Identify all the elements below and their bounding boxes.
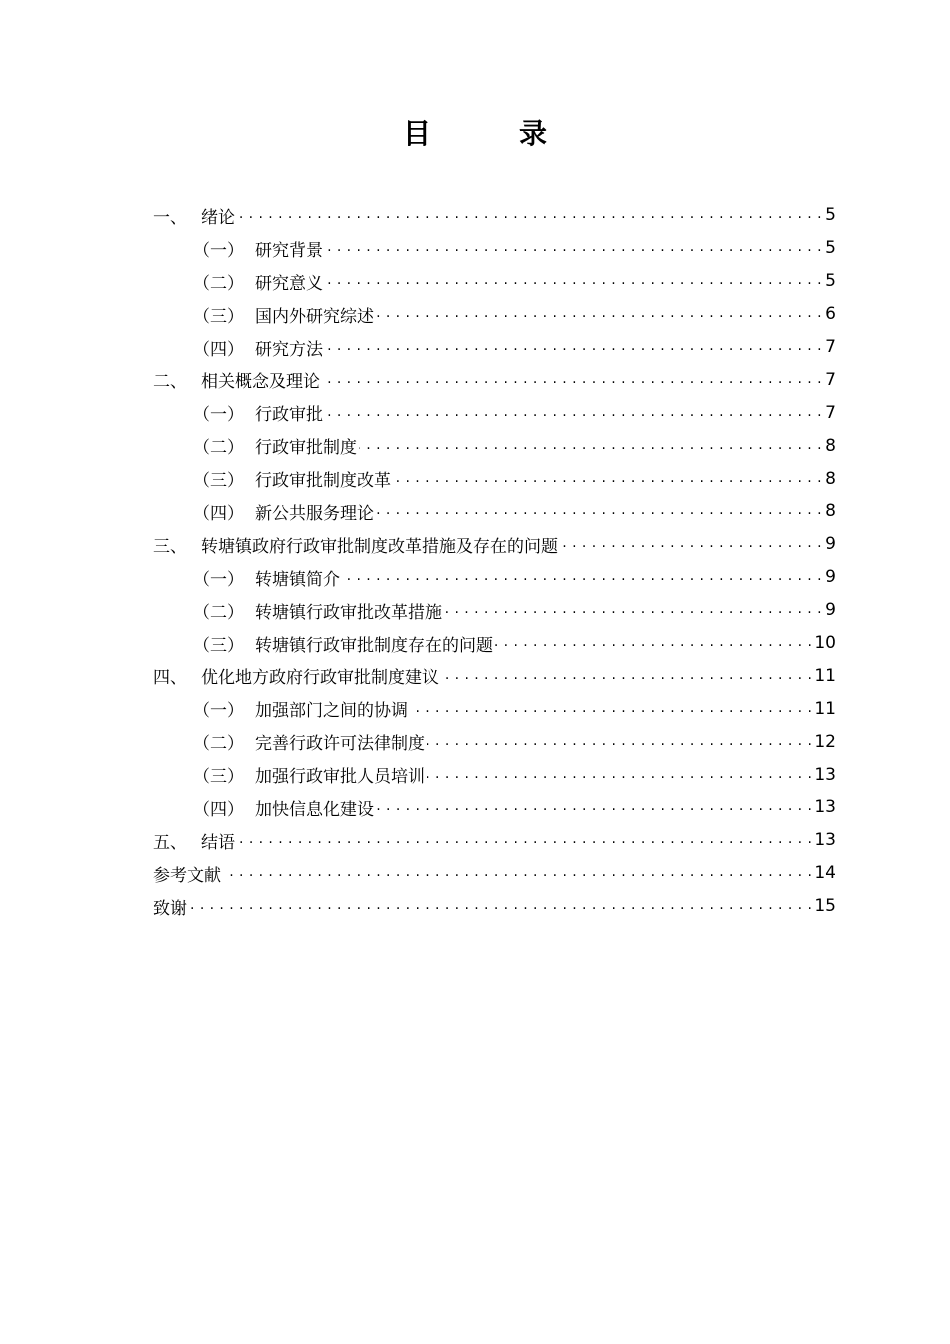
dot-leader	[359, 437, 822, 457]
toc-entry-number: 四、	[153, 668, 187, 689]
page-title: 目 录	[402, 117, 577, 150]
toc-entry-number: （三）	[193, 767, 244, 788]
toc-entry-number: （三）	[193, 306, 244, 327]
toc-entry[interactable]	[153, 298, 836, 331]
dot-leader	[223, 864, 812, 884]
toc-entry-title: 新公共服务理论	[255, 503, 374, 524]
toc-entry-title: 转塘镇简介	[255, 569, 340, 590]
dot-leader	[322, 371, 822, 391]
toc-entry-page-number: 8	[825, 468, 836, 489]
dot-leader	[376, 305, 822, 325]
toc-entry-title: 参考文献	[153, 865, 221, 886]
toc-entry-number: 五、	[153, 832, 187, 853]
dot-leader	[325, 239, 822, 259]
dot-leader	[376, 502, 822, 522]
toc-entry[interactable]	[153, 363, 836, 396]
toc-entry-page-number: 9	[825, 600, 836, 621]
dot-leader	[189, 897, 812, 917]
toc-entry-number: （四）	[193, 799, 244, 820]
toc-entry-page-number: 13	[814, 764, 836, 785]
toc-entry-title: 完善行政许可法律制度	[255, 734, 425, 755]
dot-leader	[325, 272, 822, 292]
toc-entry-page-number: 7	[825, 337, 836, 357]
toc-entry-title: 绪论	[201, 207, 235, 228]
toc-entry[interactable]	[153, 857, 836, 890]
toc-entry-number: （一）	[193, 405, 244, 426]
toc-entry-number: 一、	[153, 207, 187, 228]
table-of-contents	[153, 199, 836, 923]
toc-entry[interactable]	[153, 561, 836, 594]
toc-entry-number: （三）	[193, 471, 244, 492]
toc-entry-title: 加快信息化建设	[255, 799, 374, 820]
toc-entry-number: （二）	[193, 438, 244, 459]
toc-entry-title: 转塘镇行政审批制度存在的问题	[255, 635, 493, 656]
toc-entry-page-number: 5	[825, 238, 836, 259]
toc-entry-page-number: 7	[825, 369, 836, 390]
dot-leader	[427, 766, 812, 786]
toc-entry-title: 结语	[201, 832, 235, 853]
toc-entry[interactable]	[153, 528, 836, 561]
toc-entry-page-number: 9	[825, 534, 836, 555]
toc-entry-number: 二、	[153, 372, 187, 393]
toc-entry-title: 加强部门之间的协调	[255, 701, 408, 722]
toc-entry[interactable]	[153, 396, 836, 429]
toc-entry[interactable]	[153, 232, 836, 265]
dot-leader	[342, 568, 822, 588]
toc-entry-title: 研究背景	[255, 240, 323, 261]
toc-entry-title: 行政审批制度改革	[255, 471, 391, 492]
dot-leader	[237, 831, 812, 851]
toc-entry[interactable]	[153, 429, 836, 462]
dot-leader	[376, 798, 812, 818]
toc-entry[interactable]	[153, 594, 836, 627]
dot-leader	[560, 535, 822, 555]
toc-entry-title: 转塘镇行政审批改革措施	[255, 602, 442, 623]
toc-entry-title: 转塘镇政府行政审批制度改革措施及存在的问题	[201, 536, 558, 557]
toc-entry-page-number: 10	[814, 633, 836, 654]
toc-entry-number: 三、	[153, 536, 187, 557]
toc-entry-number: （一）	[193, 701, 244, 722]
toc-entry-number: （四）	[193, 503, 244, 524]
toc-entry-page-number: 13	[814, 830, 836, 851]
toc-entry[interactable]	[153, 627, 836, 660]
toc-entry-number: （二）	[193, 602, 244, 623]
dot-leader	[495, 634, 812, 654]
toc-entry-number: （四）	[193, 339, 244, 360]
toc-entry-page-number: 14	[814, 863, 836, 884]
dot-leader	[393, 470, 822, 490]
toc-entry-page-number: 11	[814, 665, 836, 686]
dot-leader	[237, 206, 822, 226]
toc-entry-title: 行政审批制度	[255, 438, 357, 459]
toc-entry-title: 行政审批	[255, 405, 323, 426]
toc-entry-number: （二）	[193, 734, 244, 755]
toc-entry-page-number: 12	[814, 731, 836, 752]
toc-entry[interactable]	[153, 758, 836, 791]
dot-leader	[441, 667, 812, 687]
toc-entry[interactable]	[153, 725, 836, 758]
toc-entry-page-number: 11	[814, 698, 836, 719]
toc-entry-title: 国内外研究综述	[255, 306, 374, 327]
toc-entry-number: （一）	[193, 240, 244, 261]
dot-leader	[427, 733, 812, 753]
dot-leader	[410, 700, 812, 720]
toc-entry[interactable]	[153, 265, 836, 298]
toc-entry-title: 致谢	[153, 898, 187, 919]
toc-entry[interactable]	[153, 824, 836, 857]
toc-entry-page-number: 15	[814, 896, 836, 917]
toc-entry-number: （三）	[193, 635, 244, 656]
toc-entry[interactable]	[153, 199, 836, 232]
toc-entry[interactable]	[153, 462, 836, 495]
toc-entry-number: （二）	[193, 273, 244, 294]
toc-entry-page-number: 8	[825, 435, 836, 456]
dot-leader	[325, 404, 822, 424]
toc-entry[interactable]	[153, 692, 836, 725]
toc-entry-page-number: 9	[825, 567, 836, 588]
toc-entry-page-number: 13	[814, 797, 836, 818]
toc-entry[interactable]	[153, 331, 836, 364]
toc-entry[interactable]	[153, 495, 836, 528]
toc-entry-title: 优化地方政府行政审批制度建议	[201, 668, 439, 689]
dot-leader	[444, 601, 822, 621]
toc-entry[interactable]	[153, 791, 836, 824]
toc-entry-title: 研究方法	[255, 339, 323, 360]
toc-entry-number: （一）	[193, 569, 244, 590]
toc-entry-page-number: 8	[825, 501, 836, 522]
toc-entry-page-number: 5	[825, 271, 836, 292]
toc-entry[interactable]	[153, 890, 836, 923]
toc-entry-page-number: 6	[825, 304, 836, 325]
toc-entry-title: 相关概念及理论	[201, 372, 320, 393]
toc-entry-page-number: 5	[825, 205, 836, 226]
dot-leader	[325, 338, 822, 358]
toc-entry-title: 加强行政审批人员培训	[255, 767, 425, 788]
toc-entry-page-number: 7	[825, 402, 836, 423]
toc-entry-title: 研究意义	[255, 273, 323, 294]
toc-entry[interactable]	[153, 659, 836, 692]
